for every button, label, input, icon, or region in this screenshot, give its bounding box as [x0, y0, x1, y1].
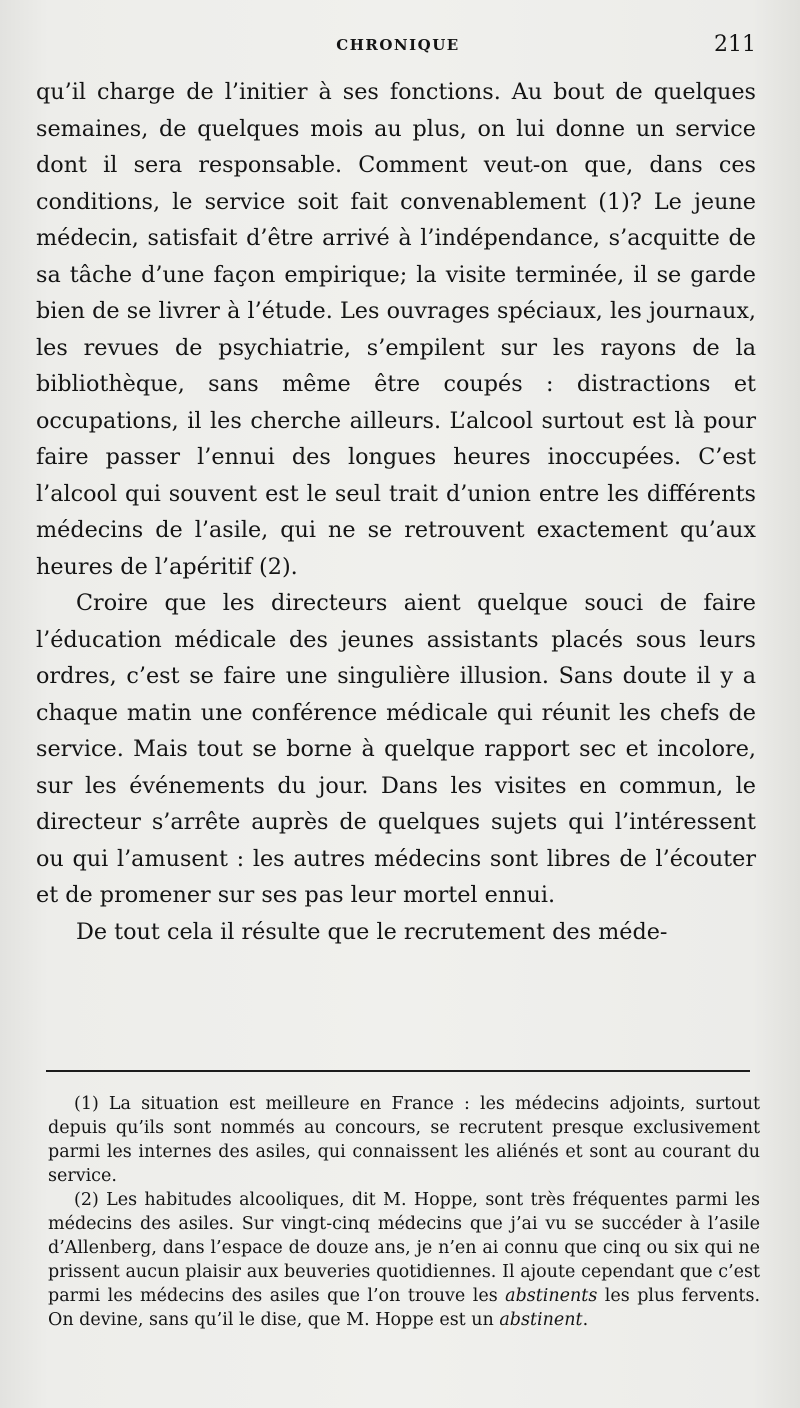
- paragraph-1: qu’il charge de l’initier à ses fonctions. Au bout de quelques semaines, de quelques mois au plus, on lui donne un service dont il sera responsable. Comment veut-on que, dans ces conditions, le service soit fait convenablement (1)? Le jeune médecin, satisfait d’être arrivé à l’indépendance, s’acquitte de sa tâche d’une façon empirique; la visite terminée, il se garde bien de se livrer à l’étude. Les ouvrages spéciaux, les journaux, les revues de psychiatrie, s’empilent sur les rayons de la bibliothèque, sans même être coupés : distractions et occupations, il les cherche ailleurs. L’alcool surtout est là pour faire passer l’ennui des longues heures inoccupées. C’est l’alcool qui souvent est le seul trait d’union entre les différents médecins de l’asile, qui ne se retrouvent exactement qu’aux heures de l’apéritif (2).: [36, 79, 756, 580]
- footnote-divider: [46, 1070, 750, 1072]
- footnote-2-text-b: les plus fervents. On devine, sans qu’il le dise, que M. Hoppe est un: [48, 1286, 761, 1330]
- paragraph-3: De tout cela il résulte que le recrutement des méde-: [76, 918, 668, 945]
- running-head-title: CHRONIQUE: [336, 36, 460, 54]
- footnote-2-text-c: .: [582, 1310, 589, 1330]
- footnotes: [48, 1092, 760, 1332]
- page-number: 211: [714, 32, 756, 57]
- footnote-2-italic-abstinent: abstinent: [499, 1310, 583, 1330]
- footnote-2: [48, 1188, 760, 1332]
- body-text: [36, 74, 756, 950]
- running-head: [40, 32, 756, 64]
- footnote-1: (1) La situation est meilleure en France : les médecins adjoints, surtout depuis qu’ils sont nommés au concours, se recrutent presque exclusivement parmi les internes des asiles, qui connaissent les aliénés et sont au courant du service.: [48, 1094, 760, 1186]
- footnote-2-italic-abstinents: abstinents: [505, 1286, 598, 1306]
- paragraph-2: Croire que les directeurs aient quelque souci de faire l’éducation médicale des jeunes assistants placés sous leurs ordres, c’est se faire une singulière illusion. Sans doute il y a chaque matin une conférence médicale qui réunit les chefs de service. Mais tout se borne à quelque rapport sec et incolore, sur les événements du jour. Dans les visites en commun, le directeur s’arrête auprès de quelques sujets qui l’intéressent ou qui l’amusent : les autres médecins sont libres de l’écouter et de promener sur ses pas leur mortel ennui.: [36, 590, 756, 908]
- footnote-2-text-a: (2) Les habitudes alcooliques, dit M. Hoppe, sont très fréquentes parmi les médecins des asiles. Sur vingt-cinq médecins que j’ai vu se succéder à l’asile d’Allenberg, dans l’espace de douze ans, je n’en ai connu que cinq ou six qui ne prissent aucun plaisir aux beuveries quotidiennes. Il ajoute cependant que c’est parmi les médecins des asiles que l’on trouve les: [48, 1190, 760, 1306]
